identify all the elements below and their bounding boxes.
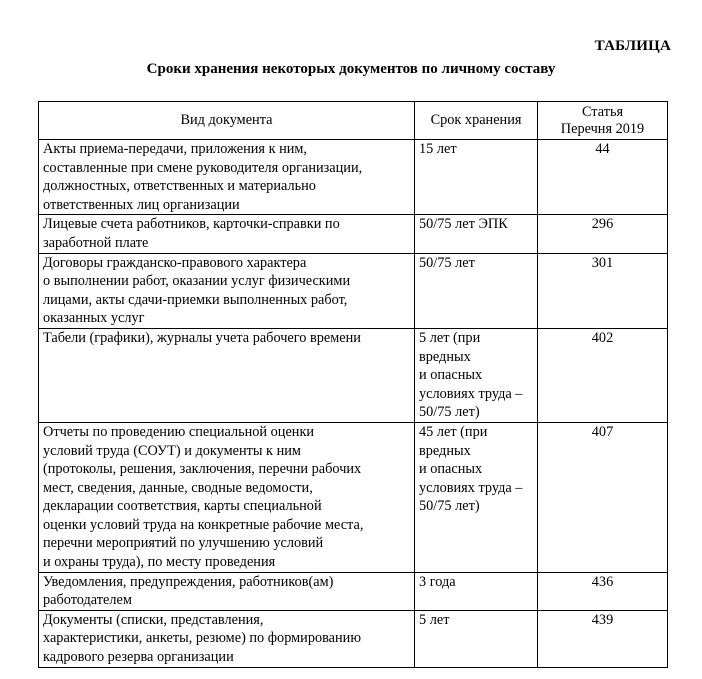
cell-document: Акты приема-передачи, приложения к ним, составленные при смене руководителя организации, должностных, ответственных и материально ответственных лиц организации <box>39 140 415 215</box>
retention-table <box>38 101 668 668</box>
cell-document: Документы (списки, представления, характеристики, анкеты, резюме) по формированию кадрового резерва организации <box>39 610 415 667</box>
column-header-document: Вид документа <box>39 102 415 140</box>
cell-period: 15 лет <box>415 140 538 215</box>
cell-article: 44 <box>538 140 668 215</box>
cell-document: Договоры гражданско-правового характера о выполнении работ, оказании услуг физическими лицами, акты сдачи-приемки выполненных работ, оказанных услуг <box>39 253 415 328</box>
table-row <box>39 140 668 215</box>
cell-article: 407 <box>538 422 668 572</box>
table-row <box>39 215 668 253</box>
header-row <box>39 102 668 140</box>
cell-document: Отчеты по проведению специальной оценки условий труда (СОУТ) и документы к ним (протоколы, решения, заключения, перечни рабочих мест, сведения, данные, сводные ведомости, декларации соответствия, карты специальной оценки условий труда на конкретные рабочие места, перечни мероприятий по улучшению условий и охраны труда), по месту проведения <box>39 422 415 572</box>
column-header-article: Статья Перечня 2019 <box>538 102 668 140</box>
cell-article: 296 <box>538 215 668 253</box>
cell-article: 301 <box>538 253 668 328</box>
table-title: Сроки хранения некоторых документов по личному составу <box>146 61 556 77</box>
table-label: ТАБЛИЦА <box>594 38 671 54</box>
table-row <box>39 328 668 422</box>
cell-period: 50/75 лет ЭПК <box>415 215 538 253</box>
cell-period: 3 года <box>415 572 538 610</box>
cell-article: 402 <box>538 328 668 422</box>
cell-period: 5 лет (при вредных и опасных условиях труда – 50/75 лет) <box>415 328 538 422</box>
cell-period: 5 лет <box>415 610 538 667</box>
column-header-period: Срок хранения <box>415 102 538 140</box>
cell-period: 45 лет (при вредных и опасных условиях труда – 50/75 лет) <box>415 422 538 572</box>
cell-document: Уведомления, предупреждения, работников(ам) работодателем <box>39 572 415 610</box>
cell-document: Табели (графики), журналы учета рабочего времени <box>39 328 415 422</box>
table-row <box>39 572 668 610</box>
cell-article: 436 <box>538 572 668 610</box>
table-row <box>39 610 668 667</box>
table-row <box>39 422 668 572</box>
table-row <box>39 253 668 328</box>
cell-period: 50/75 лет <box>415 253 538 328</box>
cell-article: 439 <box>538 610 668 667</box>
cell-document: Лицевые счета работников, карточки-справки по заработной плате <box>39 215 415 253</box>
